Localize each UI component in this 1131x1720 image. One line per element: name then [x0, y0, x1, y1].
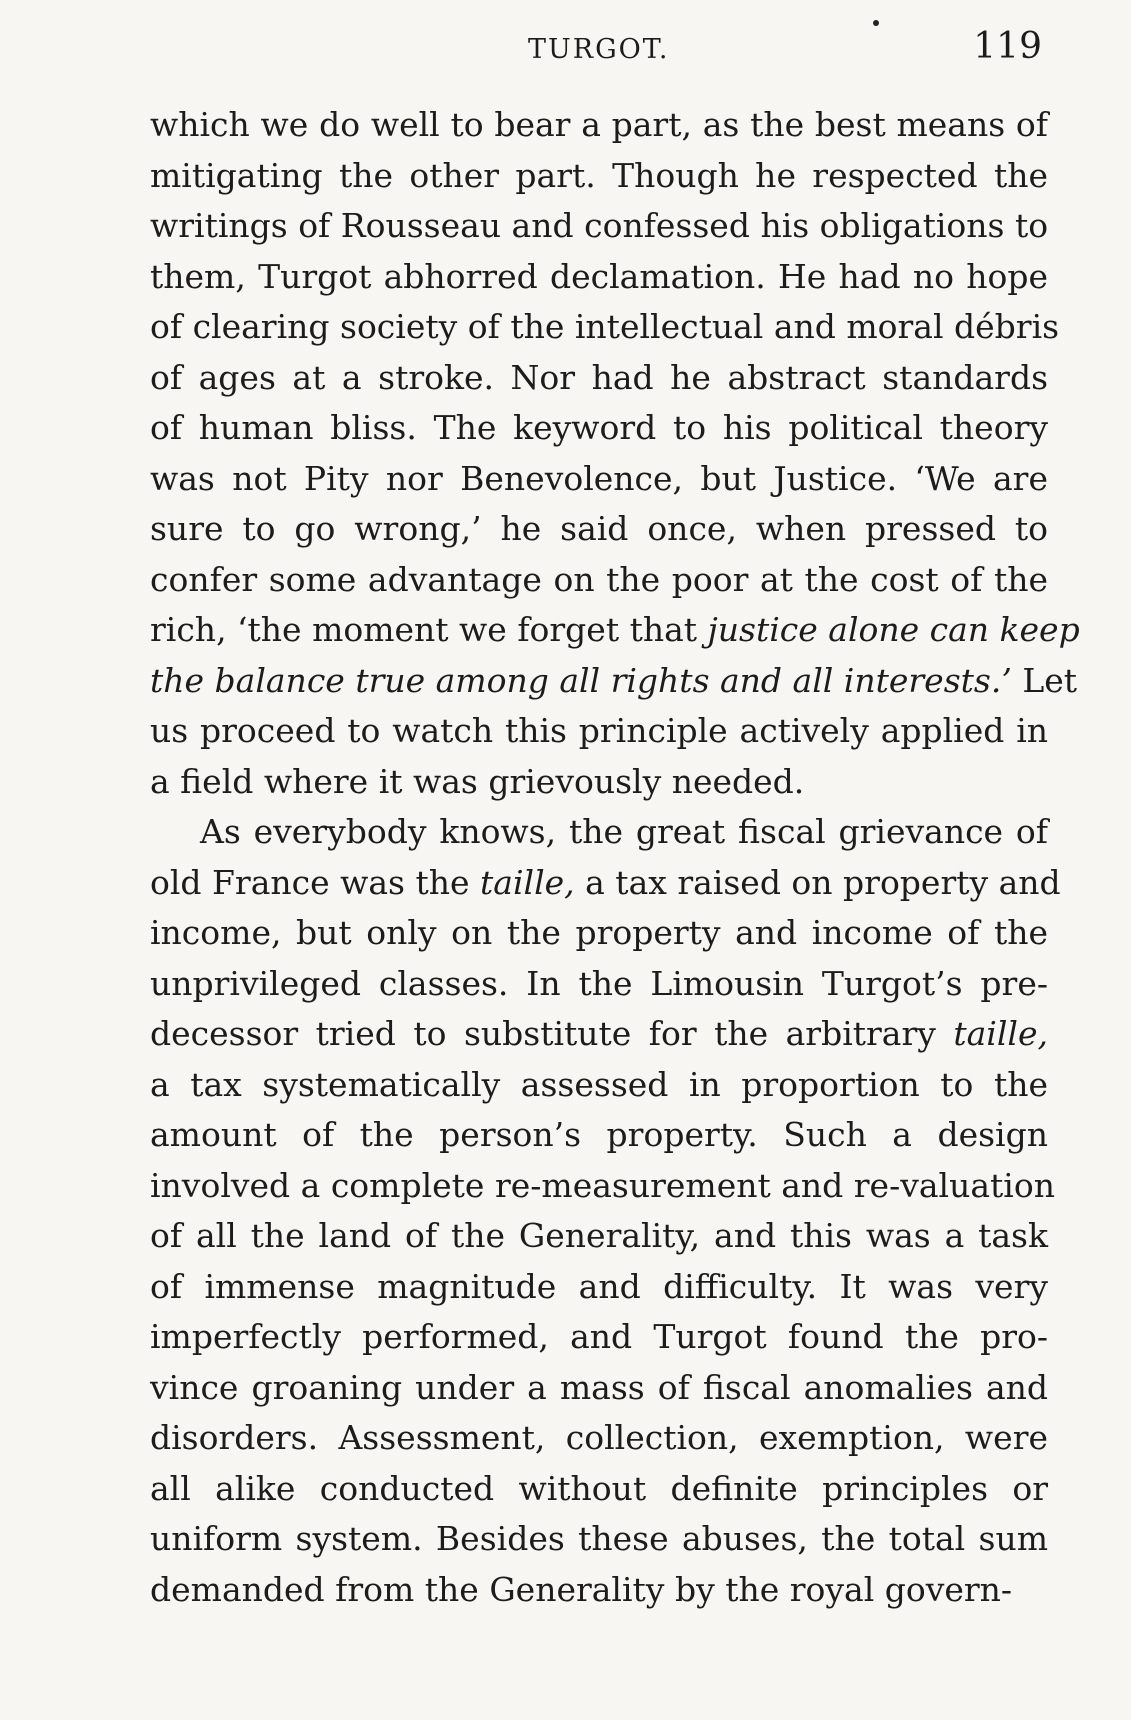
- text-run: of human bliss. The keyword to his political theory: [150, 408, 1048, 447]
- text-line: [150, 100, 1048, 151]
- text-line: [150, 353, 1048, 404]
- text-line: [150, 858, 1061, 909]
- text-line: [150, 807, 1048, 858]
- italic-text: taille,: [480, 862, 575, 902]
- text-run: unprivileged classes. In the Limousin Turgot’s pre-: [150, 963, 1048, 1003]
- paragraph: [150, 100, 1080, 807]
- text-run: writings of Rousseau and confessed his obligations to: [150, 206, 1049, 245]
- text-run: decessor tried to substitute for the arbitrary: [150, 1014, 954, 1053]
- text-run: disorders. Assessment, collection, exemption, were: [150, 1418, 1048, 1457]
- text-line: [150, 959, 1048, 1010]
- italic-text: taille,: [953, 1014, 1048, 1053]
- text-run: us proceed to watch this principle actively applied in: [150, 711, 1048, 750]
- text-run: old France was the: [150, 862, 481, 902]
- text-line: [150, 908, 1048, 959]
- text-line: [150, 757, 1048, 808]
- text-run: them, Turgot abhorred declamation. He had no hope: [150, 256, 1048, 296]
- text-line: [150, 1262, 1048, 1313]
- text-run: which we do well to bear a part, as the best means of: [150, 105, 1048, 144]
- running-head: [150, 22, 1050, 72]
- italic-text: the balance true among all rights and all interests.’: [150, 660, 1012, 700]
- text-run: income, but only on the property and income of the: [150, 913, 1048, 952]
- text-line: [150, 555, 1048, 606]
- text-run: confer some advantage on the poor at the cost of the: [150, 559, 1048, 599]
- ink-speck: [873, 20, 879, 26]
- text-line: [150, 1413, 1048, 1464]
- text-line: [150, 403, 1048, 454]
- text-run: As everybody knows, the great fiscal grievance of: [200, 812, 1048, 851]
- text-line: [150, 151, 1048, 202]
- text-run: amount of the person’s property. Such a design: [150, 1115, 1048, 1154]
- text-run: imperfectly performed, and Turgot found the pro-: [150, 1317, 1048, 1356]
- text-run: Let: [1011, 660, 1078, 700]
- text-run: a field where it was grievously needed.: [150, 761, 805, 801]
- text-line: [150, 706, 1048, 757]
- text-run: sure to go wrong,’ he said once, when pressed to: [150, 509, 1048, 548]
- text-run: of immense magnitude and difficulty. It was very: [150, 1266, 1048, 1306]
- text-run: a tax raised on property and: [574, 862, 1061, 902]
- paragraph: [150, 807, 1061, 1615]
- text-line: [150, 1060, 1048, 1111]
- text-line: [150, 1565, 1048, 1616]
- running-title: TURGOT.: [528, 34, 670, 65]
- text-line: [150, 454, 1048, 505]
- text-line: [150, 504, 1048, 555]
- text-run: vince groaning under a mass of fiscal anomalies and: [150, 1367, 1048, 1407]
- text-line: [150, 1110, 1048, 1161]
- text-run: of ages at a stroke. Nor had he abstract standards: [150, 357, 1048, 397]
- text-run: of all the land of the Generality, and this was a task: [150, 1216, 1048, 1255]
- text-run: uniform system. Besides these abuses, the total sum: [150, 1519, 1048, 1558]
- text-line: [150, 201, 1048, 252]
- text-line: [150, 605, 1080, 656]
- text-line: [150, 656, 1078, 707]
- text-run: involved a complete re-measurement and re-valuation: [150, 1165, 1055, 1205]
- text-line: [150, 1009, 1048, 1060]
- italic-text: justice alone can keep: [707, 610, 1080, 649]
- text-run: of clearing society of the intellectual and moral débris: [150, 307, 1060, 346]
- text-line: [150, 1464, 1048, 1515]
- text-run: all alike conducted without definite principles or: [150, 1468, 1048, 1508]
- text-line: [150, 1312, 1048, 1363]
- body-text: [150, 100, 1080, 1615]
- page-number: 119: [973, 26, 1042, 67]
- text-run: rich, ‘the moment we forget that: [150, 610, 708, 649]
- text-run: demanded from the Generality by the royal govern-: [150, 1569, 1013, 1609]
- text-line: [150, 1363, 1048, 1414]
- text-run: mitigating the other part. Though he respected the: [150, 155, 1048, 195]
- text-line: [150, 1161, 1055, 1212]
- text-run: a tax systematically assessed in proportion to the: [150, 1064, 1048, 1104]
- text-line: [150, 1514, 1048, 1565]
- text-line: [150, 302, 1060, 353]
- text-line: [150, 1211, 1048, 1262]
- text-line: [150, 252, 1048, 303]
- text-run: was not Pity nor Benevolence, but Justice. ‘We are: [150, 458, 1048, 498]
